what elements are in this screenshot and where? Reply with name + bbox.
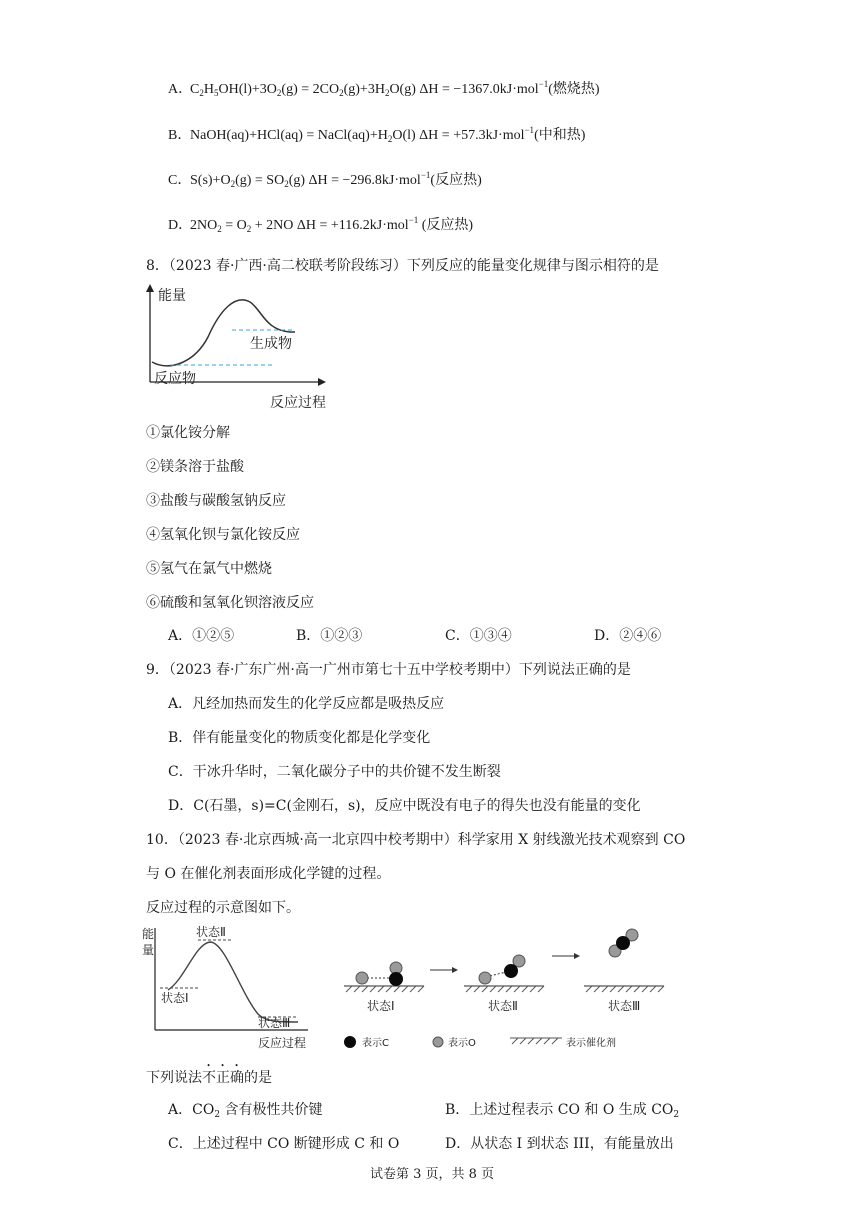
- state3-label: 状态Ⅲ: [258, 1016, 291, 1030]
- q8-option-c: C．①③④: [445, 628, 512, 644]
- state2-label: 状态Ⅱ: [196, 925, 226, 939]
- legend-catalyst-label: 表示催化剂: [566, 1038, 616, 1049]
- emphasis-text: 不正确: [202, 1070, 244, 1086]
- panel2-catalyst-surface: [464, 986, 544, 992]
- q10-option-b: B．上述过程表示 CO 和 O 生成 $CO_2$: [445, 1102, 680, 1120]
- panel1-label: 状态Ⅰ: [367, 999, 395, 1013]
- energy-curve: [152, 300, 295, 366]
- q7-option-b: B．NaOH(aq)+HCl(aq) = $NaCl(aq)+H_2O(l) \Delta H = +57.3kJ\cdot mol^{-1}$(中和热): [168, 125, 586, 144]
- y-axis-label-1: 能: [142, 927, 155, 941]
- legend-o-icon: [433, 1037, 443, 1047]
- q7-option-c: C．$S(s)+O_2(g) = SO_2(g) \Delta H = -296.8kJ\cdot mol^{-1}$(反应热): [168, 170, 482, 189]
- q10-question: 下列说法不正确的是: [146, 1070, 272, 1086]
- option-letter: D．: [168, 218, 193, 233]
- q8-option-b: B．①②③: [296, 628, 363, 644]
- q8-item-4: ④氢氧化钡与氯化铵反应: [146, 527, 300, 543]
- q10-energy-diagram: [140, 924, 315, 1052]
- energy-curve: [168, 942, 298, 1022]
- c-atom: [616, 936, 630, 950]
- panel3-catalyst-surface: [584, 986, 664, 992]
- q10-option-d: D．从状态 I 到状态 III，有能量放出: [445, 1136, 674, 1152]
- q9-option-d: D．C(石墨，s)=C(金刚石，s)，反应中既没有电子的得失也没有能量的变化: [168, 798, 641, 814]
- q8-stem: 8．（2023 春·广西·高二校联考阶段练习）下列反应的能量变化规律与图示相符的是: [146, 258, 659, 274]
- option-letter: C．: [168, 173, 192, 188]
- q9-option-a: A．凡经加热而发生的化学反应都是吸热反应: [168, 696, 445, 712]
- o-atom: [356, 972, 368, 984]
- o-atom: [479, 972, 491, 984]
- y-axis-arrow: [146, 284, 154, 292]
- x-axis-label: 反应过程: [270, 395, 326, 411]
- q9-stem: 9．（2023 春·广东广州·高一广州市第七十五中学校考期中）下列说法正确的是: [146, 662, 631, 678]
- option-letter: A．: [168, 82, 193, 97]
- panel3-label: 状态Ⅲ: [608, 999, 641, 1013]
- q8-item-1: ①氯化铵分解: [146, 425, 230, 441]
- q8-item-2: ②镁条溶于盐酸: [146, 459, 244, 475]
- y-axis-label: 能量: [158, 288, 186, 304]
- q9-option-c: C．干冰升华时，二氧化碳分子中的共价键不发生断裂: [168, 764, 501, 780]
- q9-option-b: B．伴有能量变化的物质变化都是化学变化: [168, 730, 431, 746]
- panel2-label: 状态Ⅱ: [488, 999, 518, 1013]
- q7-option-d: D．$2NO_2 = O_2 + 2NO$ ΔH = +116.2kJ·mol$^{-1}$ (反应热): [168, 215, 474, 234]
- y-axis-label-2: 量: [142, 943, 155, 957]
- q8-energy-diagram: [140, 282, 340, 412]
- c-atom: [389, 972, 403, 986]
- state1-label: 状态Ⅰ: [161, 991, 189, 1005]
- q10-stem-line3: 反应过程的示意图如下。: [146, 900, 300, 916]
- q10-option-c: C．上述过程中 CO 断键形成 C 和 O: [168, 1136, 400, 1152]
- q10-option-a: A．$CO_2$ 含有极性共价键: [168, 1102, 323, 1120]
- option-letter: B．: [168, 128, 192, 143]
- q10-stem-line1: 10．（2023 春·北京西城·高一北京四中校考期中）科学家用 X 射线激光技术观察到 CO: [146, 832, 686, 848]
- q8-item-5: ⑤氢气在氯气中燃烧: [146, 561, 272, 577]
- product-label: 生成物: [250, 336, 292, 352]
- q7-option-a: A．$C_2H_5OH(l)+3O_2(g) = 2CO_2(g)+3H_2O(g) \Delta H = -1367.0kJ\cdot mol^{-1}$(燃烧热): [168, 79, 600, 98]
- x-axis-label: 反应过程: [258, 1036, 307, 1050]
- q8-option-d: D．②④⑥: [594, 628, 662, 644]
- page-footer: 试卷第 3 页，共 8 页: [370, 1167, 495, 1182]
- q8-option-a: A．①②⑤: [168, 628, 235, 644]
- legend-catalyst-icon: [510, 1038, 562, 1044]
- c-atom: [504, 964, 518, 978]
- q8-item-3: ③盐酸与碳酸氢钠反应: [146, 493, 286, 509]
- q10-stem-line2: 与 O 在催化剂表面形成化学键的过程。: [146, 866, 391, 882]
- legend-o-label: 表示O: [448, 1038, 476, 1049]
- panel1-catalyst-surface: [344, 986, 424, 992]
- legend-c-icon: [344, 1036, 356, 1048]
- x-axis-arrow: [318, 378, 326, 386]
- legend-c-label: 表示C: [362, 1038, 389, 1049]
- q10-process-diagram: [340, 922, 690, 1050]
- reactant-label: 反应物: [154, 371, 196, 387]
- q8-item-6: ⑥硫酸和氢氧化钡溶液反应: [146, 595, 314, 611]
